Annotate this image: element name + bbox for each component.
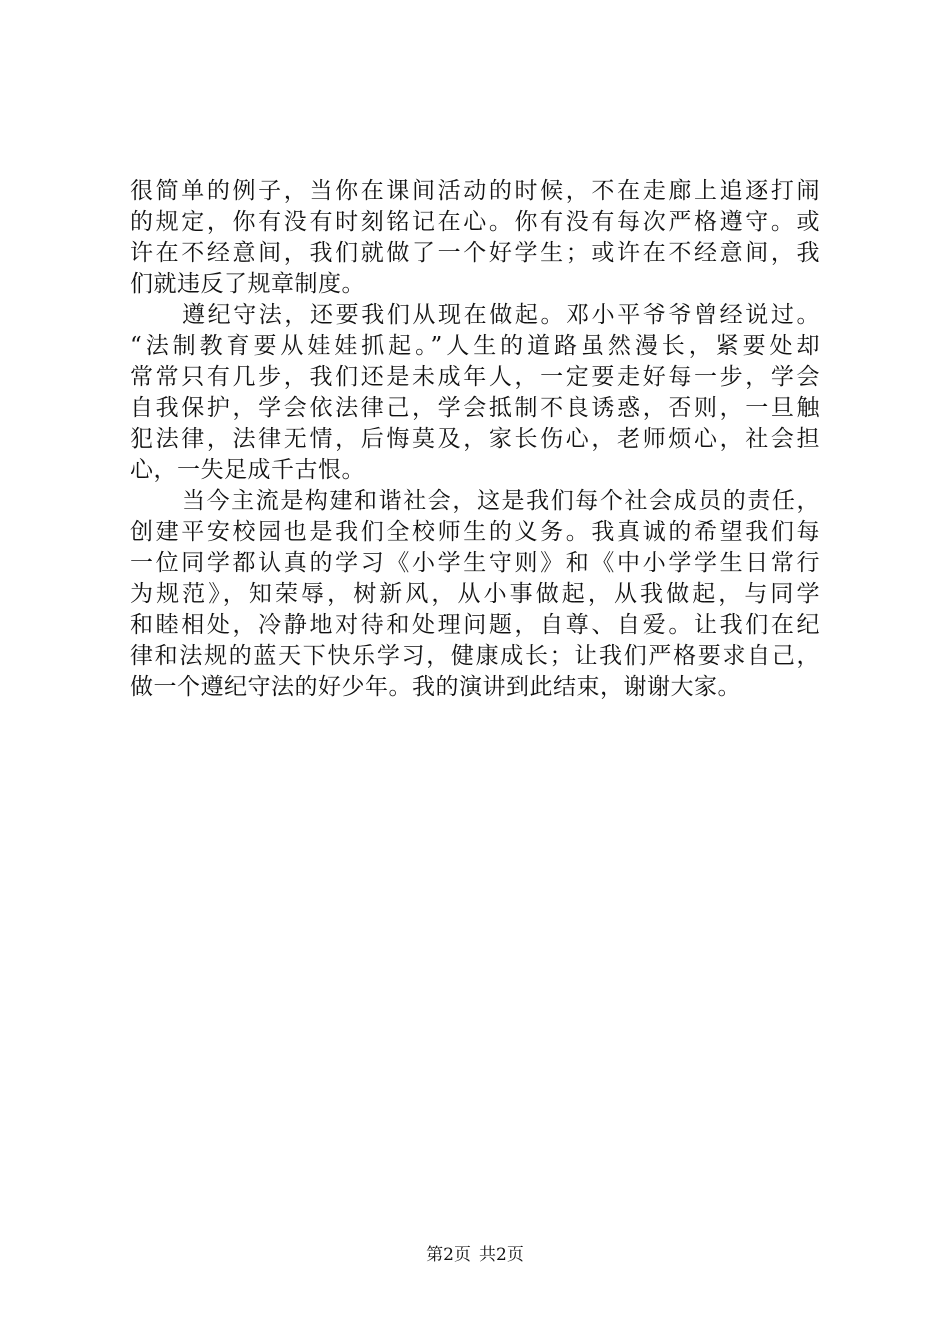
paragraph-first-line: 遵纪守法，还要我们从现在做起。邓小平爷爷曾经说过。: [182, 302, 820, 328]
text-line: 律和法规的蓝天下快乐学习，健康成长；让我们严格要求自己，: [130, 643, 820, 669]
text-line: 自我保护，学会依法律己，学会抵制不良诱惑，否则，一旦触: [130, 395, 820, 421]
page-total: 共2页: [479, 1245, 524, 1265]
text-line: 们就违反了规章制度。: [130, 271, 365, 297]
text-line: 的规定，你有没有时刻铭记在心。你有没有每次严格遵守。或: [130, 209, 820, 235]
text-line: 做一个遵纪守法的好少年。我的演讲到此结束，谢谢大家。: [130, 674, 741, 700]
speech-body: [130, 176, 820, 703]
text-line: 为规范》，知荣辱，树新风，从小事做起，从我做起，与同学: [130, 581, 820, 607]
text-line: “法制教育要从娃娃抓起。”人生的道路虽然漫长，紧要处却: [130, 333, 820, 359]
text-line: 许在不经意间，我们就做了一个好学生；或许在不经意间，我: [130, 240, 820, 266]
paragraph-first-line: 当今主流是构建和谐社会，这是我们每个社会成员的责任，: [182, 488, 820, 514]
text-line: 心，一失足成千古恨。: [130, 457, 365, 483]
text-line: 很简单的例子，当你在课间活动的时候，不在走廊上追逐打闹: [130, 178, 820, 204]
text-line: 常常只有几步，我们还是未成年人，一定要走好每一步，学会: [130, 364, 820, 390]
page-number: 第2页: [426, 1245, 471, 1265]
text-line: 犯法律，法律无情，后悔莫及，家长伤心，老师烦心，社会担: [130, 426, 820, 452]
text-line: 创建平安校园也是我们全校师生的义务。我真诚的希望我们每: [130, 519, 820, 545]
text-line: 和睦相处，冷静地对待和处理问题，自尊、自爱。让我们在纪: [130, 612, 820, 638]
page-footer: [0, 1245, 950, 1265]
text-line: 一位同学都认真的学习《小学生守则》和《中小学学生日常行: [130, 550, 820, 576]
